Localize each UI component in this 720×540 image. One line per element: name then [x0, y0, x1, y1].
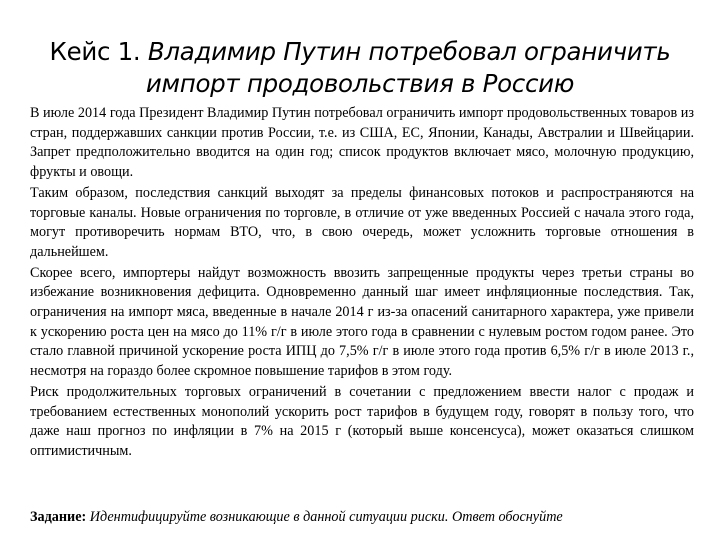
case-label: Кейс 1. — [49, 37, 148, 66]
task-label: Задание: — [30, 509, 87, 525]
paragraph-inflation-risk: Риск продолжительных торговых ограничений в сочетании с предложением ввести налог с продаж и требованием естественных монополий ускорить рост тарифов в будущем году, говорят в пользу того, что даже наш прогноз по инфляции в 7% на 2015 г (который выше консенсуса), может оказаться слишком оптимистичным. — [30, 383, 694, 459]
paragraph-inflation-effects: Скорее всего, импортеры найдут возможность ввозить запрещенные продукты через третьи страны во избежание возникновения дефицита. Одновременно данный шаг имеет инфляционные последствия. Так, ограничения на импорт мяса, введенные в начале 2014 г из-за опасений санитарного характера, уже привели к ускорению роста цен на мясо до 11% г/г в июле этого года в сравнении с нулевым ростом годом ранее. Это стало главной причиной ускорение роста ИПЦ до 7,5% г/г в июле этого года против 6,5% г/г в июле 2013 г., несмотря на гораздо более скромное повышение тарифов в этом году. — [30, 264, 694, 380]
case-name: Владимир Путин потребовал ограничить импорт продовольствия в Россию — [145, 37, 671, 98]
case-body — [30, 104, 694, 463]
paragraph-trade-consequences: Таким образом, последствия санкций выходят за пределы финансовых потоков и распространяются на торговые каналы. Новые ограничения по торговле, в отличие от уже введенных Россией с начала этого года, могут противоречить нормам ВТО, что, в свою очередь, может усложнить торговые отношения в дальнейшем. — [30, 184, 694, 260]
task-text: Идентифицируйте возникающие в данной ситуации риски. Ответ обоснуйте — [89, 509, 563, 525]
task-line — [30, 508, 690, 527]
paragraph-import-ban: В июле 2014 года Президент Владимир Путин потребовал ограничить импорт продовольственных товаров из стран, поддержавших санкции против России, т.е. из США, ЕС, Японии, Канады, Австралии и Швейцарии. Запрет предположительно вводится на один год; список продуктов включает мясо, молочную продукцию, фрукты и овощи. — [30, 105, 694, 181]
slide-title — [30, 36, 690, 100]
